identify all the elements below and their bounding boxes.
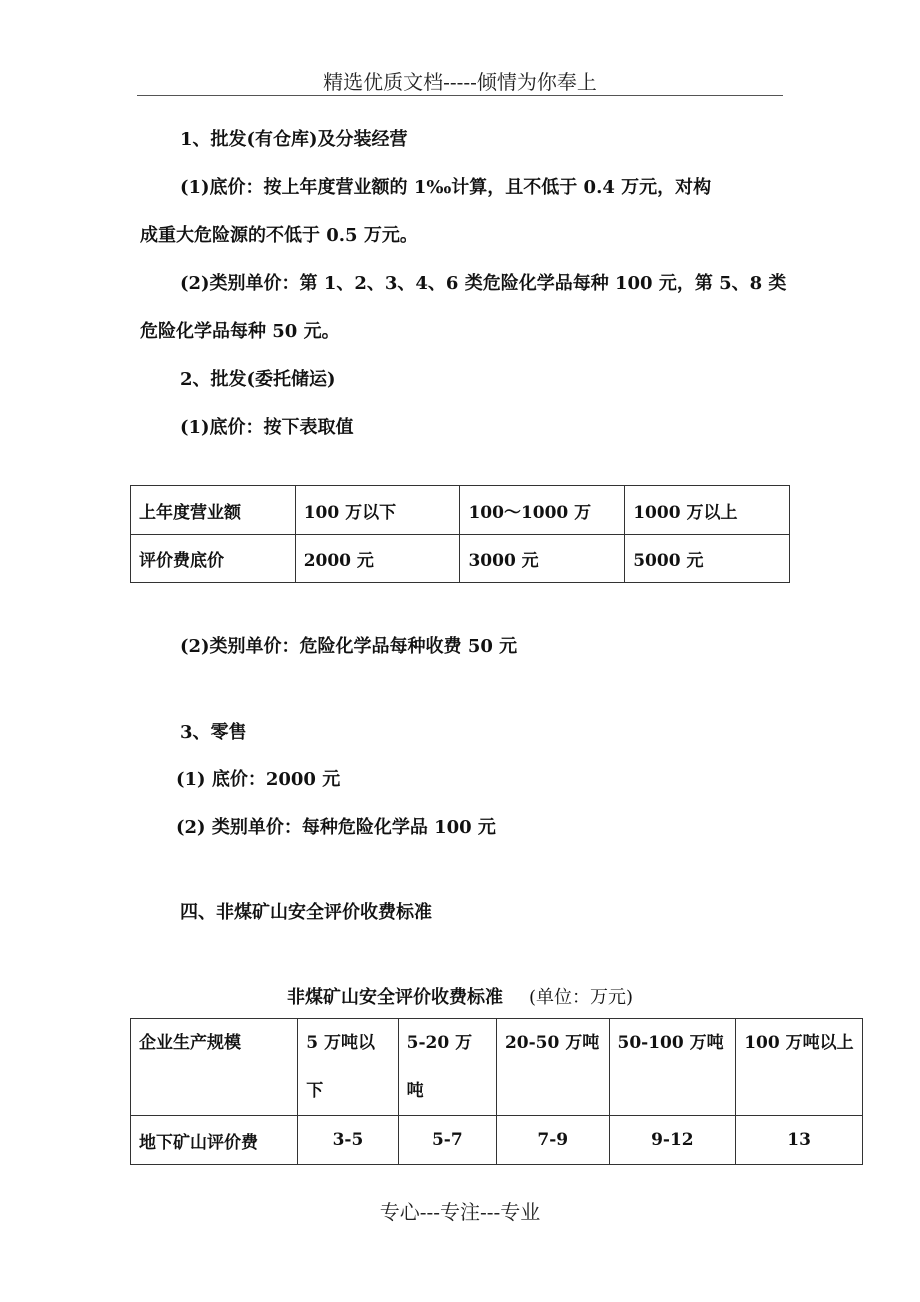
paragraph-category-price-line2: 危险化学品每种 50 元。 <box>140 321 340 342</box>
table-cell: 5000 元 <box>625 535 790 583</box>
table-header-cell: 20-50 万吨 <box>496 1019 609 1116</box>
table-cell: 9-12 <box>609 1116 736 1165</box>
table-cell: 地下矿山评价费 <box>131 1116 298 1165</box>
table-title-text: 非煤矿山安全评价收费标准 <box>286 987 503 1008</box>
section-1-title: 1、批发(有仓库)及分装经营 <box>180 129 408 150</box>
table-base-price <box>130 485 790 583</box>
table-cell: 上年度营业额 <box>131 486 296 535</box>
table-row <box>131 1116 863 1165</box>
table-row <box>131 535 790 583</box>
paragraph-base-price-line2: 成重大危险源的不低于 0.5 万元。 <box>140 225 418 246</box>
table-header-cell: 5 万吨以下 <box>298 1019 398 1116</box>
paragraph-base-price-table-intro: (1)底价：按下表取值 <box>180 417 354 438</box>
table-title <box>0 983 920 1009</box>
table-cell: 2000 元 <box>295 535 460 583</box>
page-footer: 专心---专注---专业 <box>379 1200 541 1224</box>
section-3-title: 3、零售 <box>180 722 247 743</box>
paragraph-retail-base-price: (1) 底价：2000 元 <box>176 769 341 790</box>
table-cell: 13 <box>736 1116 863 1165</box>
table-unit: (单位：万元) <box>528 987 634 1008</box>
table-header-cell: 5-20 万吨 <box>398 1019 496 1116</box>
paragraph-category-price-line1: (2)类别单价：第 1、2、3、4、6 类危险化学品每种 100 元，第 5、8 类 <box>180 273 787 294</box>
table-cell: 评价费底价 <box>131 535 296 583</box>
table-cell: 5-7 <box>398 1116 496 1165</box>
table-mining-fees <box>130 1018 863 1165</box>
table-cell: 7-9 <box>496 1116 609 1165</box>
table-cell: 1000 万以上 <box>625 486 790 535</box>
table-row <box>131 486 790 535</box>
table-header-row <box>131 1019 863 1116</box>
table-header-cell: 100 万吨以上 <box>736 1019 863 1116</box>
paragraph-category-price-2: (2)类别单价：危险化学品每种收费 50 元 <box>180 636 518 657</box>
paragraph-retail-category-price: (2) 类别单价：每种危险化学品 100 元 <box>176 817 496 838</box>
paragraph-base-price-line1: (1)底价：按上年度营业额的 1‰计算，且不低于 0.4 万元，对构 <box>180 177 712 198</box>
section-4-heading: 四、非煤矿山安全评价收费标准 <box>180 902 432 923</box>
table-header-cell: 50-100 万吨 <box>609 1019 736 1116</box>
section-2-title: 2、批发(委托储运) <box>180 369 336 390</box>
page-header: 精选优质文档-----倾情为你奉上 <box>323 70 597 94</box>
table-cell: 100～1000 万 <box>460 486 625 535</box>
header-divider <box>137 95 783 96</box>
table-cell: 3-5 <box>298 1116 398 1165</box>
table-cell: 100 万以下 <box>295 486 460 535</box>
table-cell: 3000 元 <box>460 535 625 583</box>
table-header-cell: 企业生产规模 <box>131 1019 298 1116</box>
